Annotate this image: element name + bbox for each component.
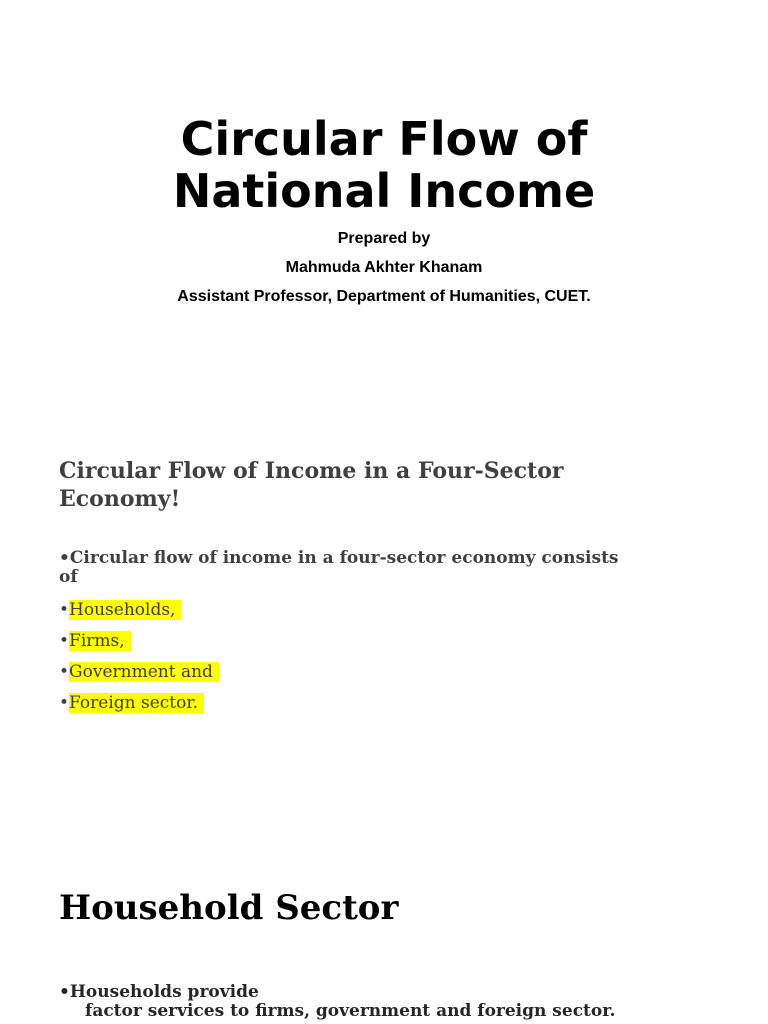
highlighted-item: Foreign sector. <box>69 693 204 713</box>
list-item <box>59 598 219 629</box>
intro-line-2: of <box>59 567 78 587</box>
bullet-marker: • <box>59 548 70 568</box>
presentation-title <box>0 113 768 217</box>
list-item <box>59 629 219 660</box>
highlighted-item: Firms, <box>69 631 131 651</box>
four-sector-heading-line-2: Economy! <box>59 486 181 512</box>
list-item <box>59 691 219 722</box>
household-text-line-2: factor services to firms, government and foreign sector. <box>85 1001 616 1021</box>
author-name: Mahmuda Akhter Khanam <box>285 259 483 276</box>
household-text <box>59 983 739 1021</box>
list-item <box>59 660 219 691</box>
household-text-line-1: Households provide <box>69 982 259 1002</box>
bullet-marker: • <box>59 631 70 651</box>
bullet-marker: • <box>59 600 70 620</box>
bullet-marker: • <box>59 982 70 1002</box>
bullet-marker: • <box>59 662 70 682</box>
title-line-1: Circular Flow of <box>180 112 588 166</box>
four-sector-intro <box>59 549 719 587</box>
title-line-2: National Income <box>172 164 596 218</box>
highlighted-item: Households, <box>69 600 181 620</box>
sector-list <box>59 598 219 722</box>
prepared-by-label: Prepared by <box>337 230 431 247</box>
household-heading: Household Sector <box>59 888 399 928</box>
four-sector-heading <box>59 457 719 513</box>
four-sector-heading-line-1: Circular Flow of Income in a Four-Sector <box>59 458 564 484</box>
author-position: Assistant Professor, Department of Humanities, CUET. <box>177 288 591 305</box>
intro-line-1: Circular flow of income in a four-sector economy consists <box>69 548 619 568</box>
highlighted-item: Government and <box>69 662 219 682</box>
bullet-marker: • <box>59 693 70 713</box>
